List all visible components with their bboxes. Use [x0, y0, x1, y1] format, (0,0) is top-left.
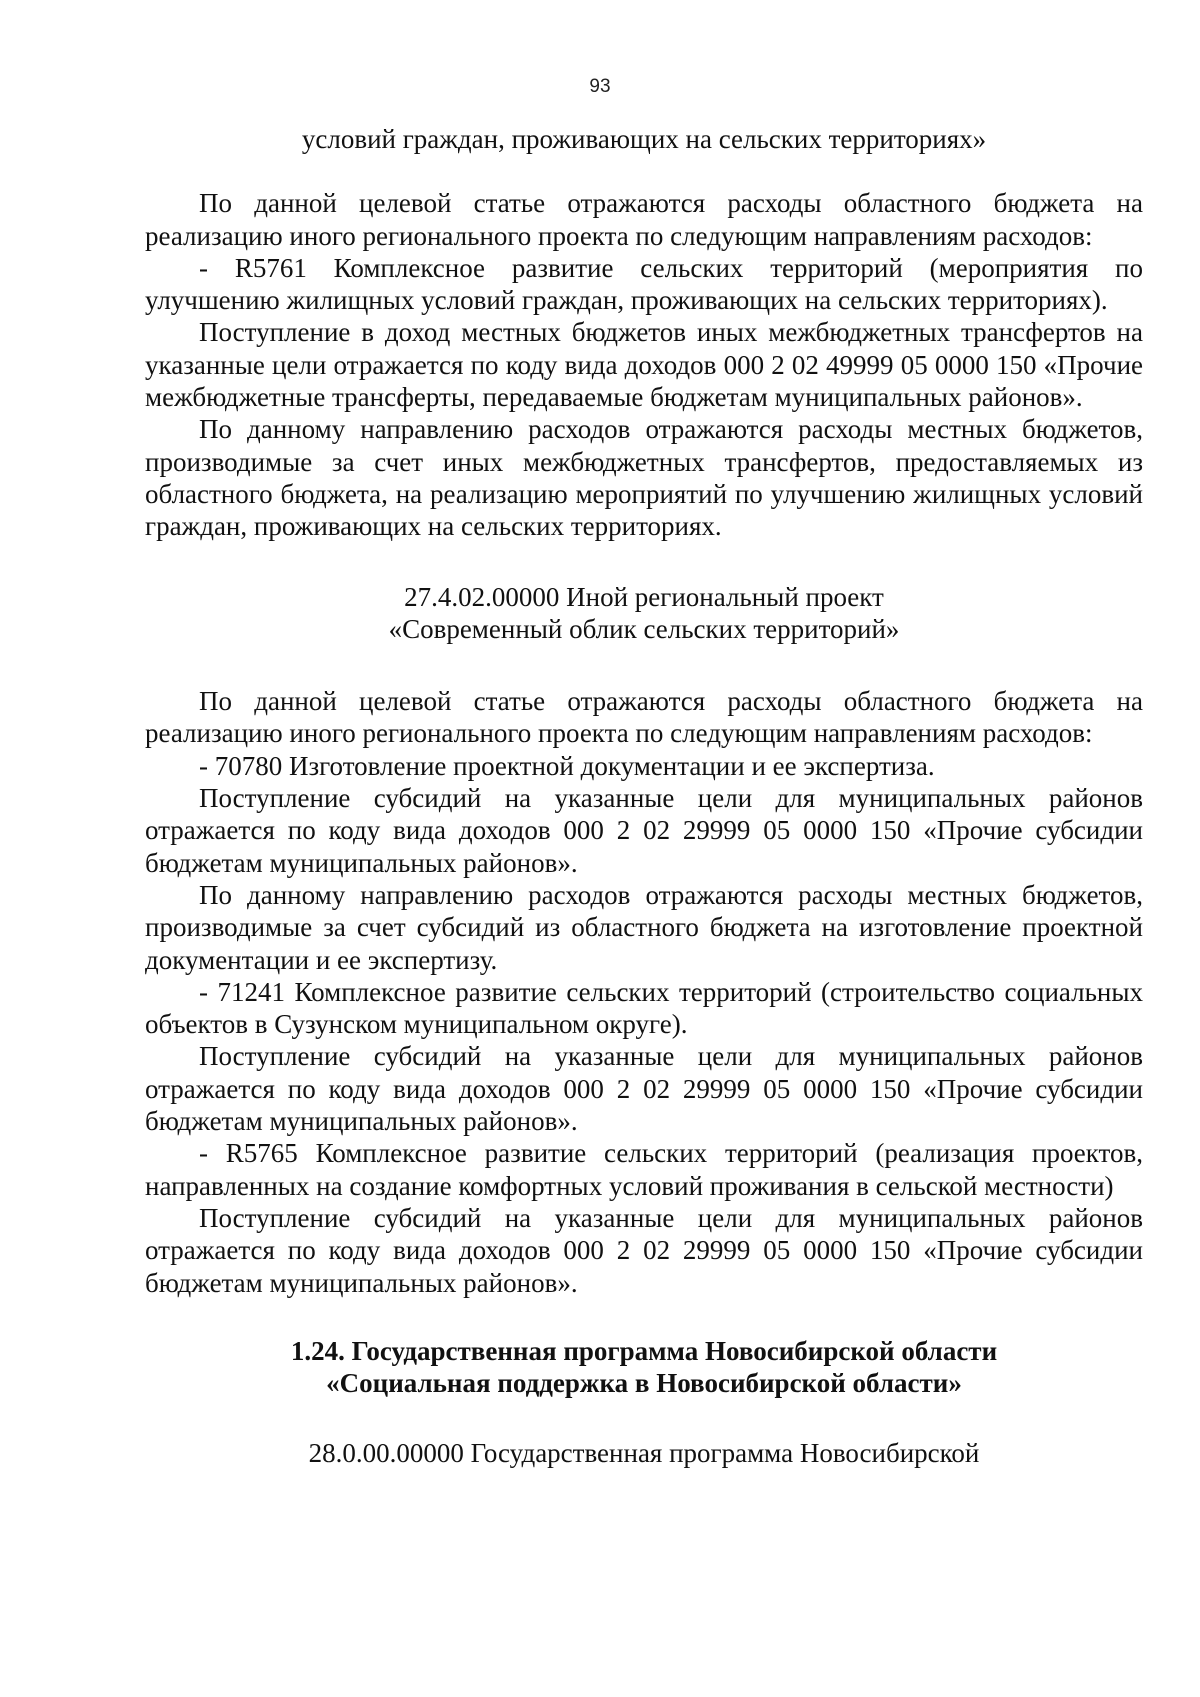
paragraph: По данной целевой статье отражаются расходы областного бюджета на реализацию иного регионального проекта по следующим направлениям расходов: [145, 686, 1143, 749]
paragraph: По данному направлению расходов отражаются расходы местных бюджетов, производимые за счет субсидий из областного бюджета на изготовление проектной документации и ее экспертизу. [145, 879, 1143, 975]
program-subtitle: 28.0.00.00000 Государственная программа Новосибирской [308, 1438, 980, 1469]
paragraph: Поступление субсидий на указанные цели для муниципальных районов отражается по коду вида доходов 000 2 02 29999 05 0000 150 «Прочие субсидии бюджетам муниципальных районов». [145, 1202, 1143, 1298]
paragraph: Поступление субсидий на указанные цели для муниципальных районов отражается по коду вида доходов 000 2 02 29999 05 0000 150 «Прочие субсидии бюджетам муниципальных районов». [145, 783, 1143, 878]
paragraph: По данной целевой статье отражаются расходы областного бюджета на реализацию иного регионального проекта по следующим направлениям расходов: [145, 188, 1143, 251]
paragraph: Поступление в доход местных бюджетов иных межбюджетных трансфертов на указанные цели отражается по коду вида доходов 000 2 02 49999 05 0000 150 «Прочие межбюджетные трансферты, передаваемые бюджетам муниципальных районов». [145, 317, 1143, 413]
paragraph: Поступление субсидий на указанные цели для муниципальных районов отражается по коду вида доходов 000 2 02 29999 05 0000 150 «Прочие субсидии бюджетам муниципальных районов». [145, 1041, 1143, 1137]
list-item-direction: - 71241 Комплексное развитие сельских территорий (строительство социальных объектов в Сузунском муниципальном округе). [145, 976, 1143, 1040]
page-number: 93 [589, 76, 611, 97]
list-item-direction: - 70780 Изготовление проектной документации и ее экспертиза. [199, 750, 935, 781]
list-item-direction: - R5761 Комплексное развитие сельских территорий (мероприятия по улучшению жилищных условий граждан, проживающих на сельских территориях). [145, 252, 1143, 316]
list-item-direction: - R5765 Комплексное развитие сельских территорий (реализация проектов, направленных на создание комфортных условий проживания в сельской местности) [145, 1138, 1143, 1201]
program-heading-line-1: 1.24. Государственная программа Новосибирской области [290, 1335, 998, 1366]
section-title-line-2: «Современный облик сельских территорий» [388, 613, 900, 644]
page-content [145, 123, 1143, 1470]
paragraph: По данному направлению расходов отражаются расходы местных бюджетов, производимые за счет иных межбюджетных трансфертов, предоставляемых из областного бюджета, на реализацию мероприятий по улучшению жилищных условий граждан, проживающих на сельских территориях. [145, 414, 1143, 542]
program-heading-line-2: «Социальная поддержка в Новосибирской области» [326, 1368, 962, 1399]
continued-title-line: условий граждан, проживающих на сельских территориях» [301, 124, 987, 154]
section-title-line-1: 27.4.02.00000 Иной региональный проект [404, 581, 884, 612]
